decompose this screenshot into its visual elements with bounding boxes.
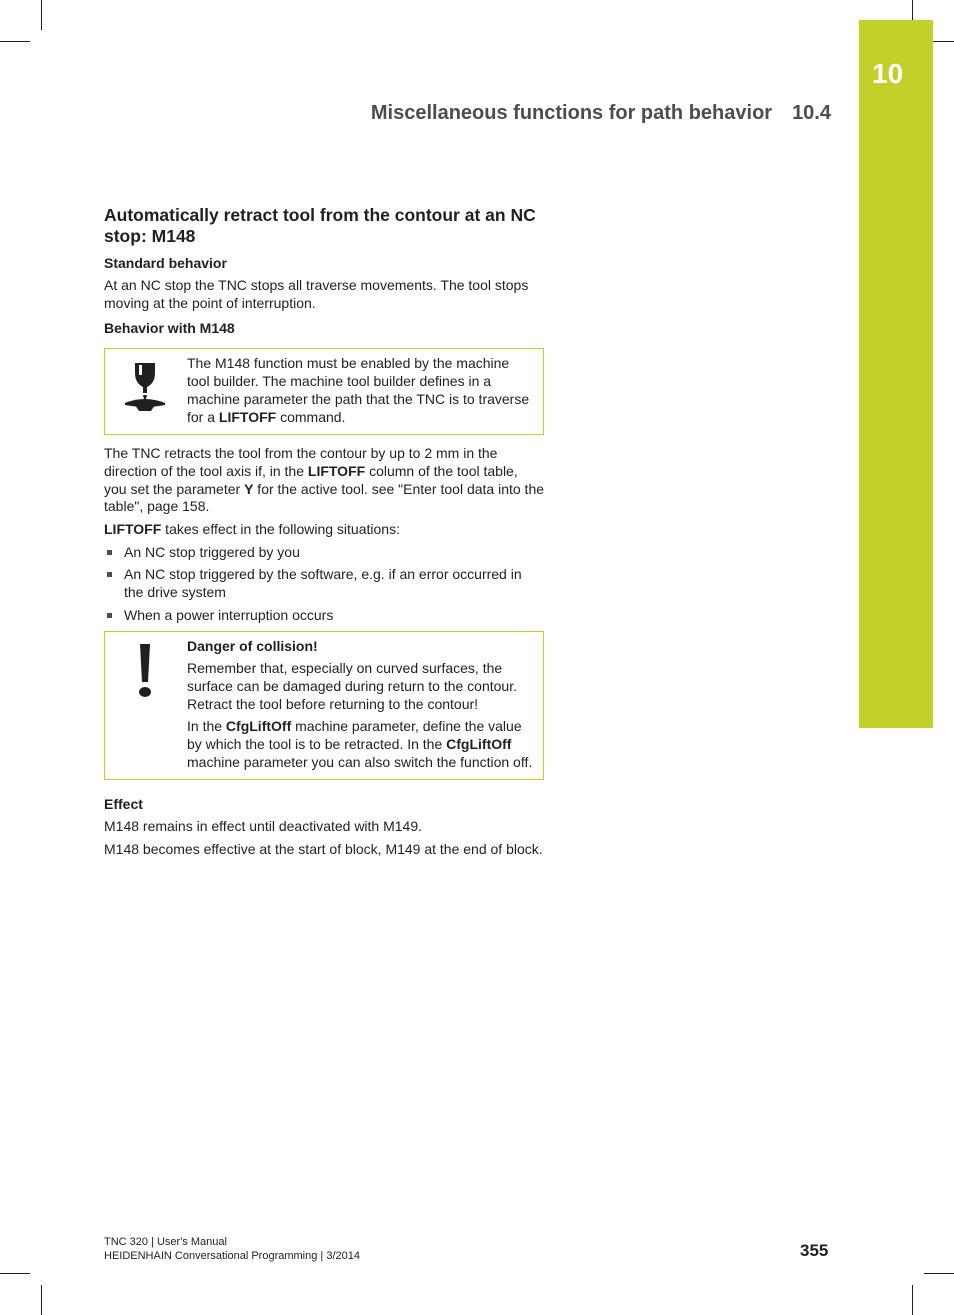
crop-mark xyxy=(912,1285,913,1315)
effect-text-1: M148 remains in effect until deactivated with M149. xyxy=(104,818,423,835)
warning-title: Danger of collision! xyxy=(187,637,318,654)
footer xyxy=(104,1235,360,1263)
situations-list xyxy=(104,544,544,625)
machine-tool-icon xyxy=(121,359,169,415)
page-number: 355 xyxy=(800,1241,829,1260)
crop-mark xyxy=(0,1273,30,1274)
warning-parameter-text: In the CfgLiftOff machine parameter, define the value by which the tool is to be retracted. In the CfgLiftOff machine parameter you can also switch the function off. xyxy=(187,718,533,770)
running-head-title: Miscellaneous functions for path behavior xyxy=(370,102,773,124)
warning-text: Remember that, especially on curved surfaces, the surface can be damaged during return to the contour. Retract the tool before returning to the contour! xyxy=(187,660,517,712)
list-item: An NC stop triggered by you xyxy=(104,544,544,562)
list-item: An NC stop triggered by the software, e.g. if an error occurred in the drive system xyxy=(104,566,544,601)
section-heading: Automatically retract tool from the contour at an NC stop: M148 xyxy=(104,205,536,246)
liftoff-situations-intro: LIFTOFF takes effect in the following situations: xyxy=(104,521,400,538)
m148-behavior-title: Behavior with M148 xyxy=(104,320,235,337)
crop-mark xyxy=(41,1285,42,1315)
footer-manual-title: TNC 320 | User's Manual xyxy=(104,1236,227,1248)
list-item: When a power interruption occurs xyxy=(104,607,544,625)
running-head-section: 10.4 xyxy=(792,102,831,124)
main-content xyxy=(104,205,544,864)
exclamation-icon xyxy=(121,644,169,700)
crop-mark xyxy=(924,1273,954,1274)
effect-title: Effect xyxy=(104,796,143,813)
footer-publisher: HEIDENHAIN Conversational Programming | 3/2014 xyxy=(104,1250,360,1262)
machine-note-box xyxy=(104,348,544,435)
retract-paragraph: The TNC retracts the tool from the contour by up to 2 mm in the direction of the tool axis if, in the LIFTOFF column of the tool table, you set the parameter Y for the active tool. see "Enter tool data into the table", page 158. xyxy=(104,445,545,515)
standard-behavior-text: At an NC stop the TNC stops all traverse movements. The tool stops moving at the point of interruption. xyxy=(104,277,529,311)
liftoff-keyword: LIFTOFF xyxy=(218,408,277,425)
standard-behavior-title: Standard behavior xyxy=(104,255,227,271)
collision-warning-box xyxy=(104,631,544,781)
crop-mark xyxy=(41,0,42,30)
crop-mark xyxy=(0,41,30,42)
machine-note-text: The M148 function must be enabled by the machine tool builder. The machine tool builder defines in a machine parameter the path that the TNC is to traverse for a LIFTOFF command. xyxy=(187,355,530,425)
chapter-tab xyxy=(859,20,933,728)
effect-text-2: M148 becomes effective at the start of block, M149 at the end of block. xyxy=(104,841,543,858)
running-head xyxy=(371,102,831,125)
chapter-number: 10 xyxy=(872,58,904,89)
